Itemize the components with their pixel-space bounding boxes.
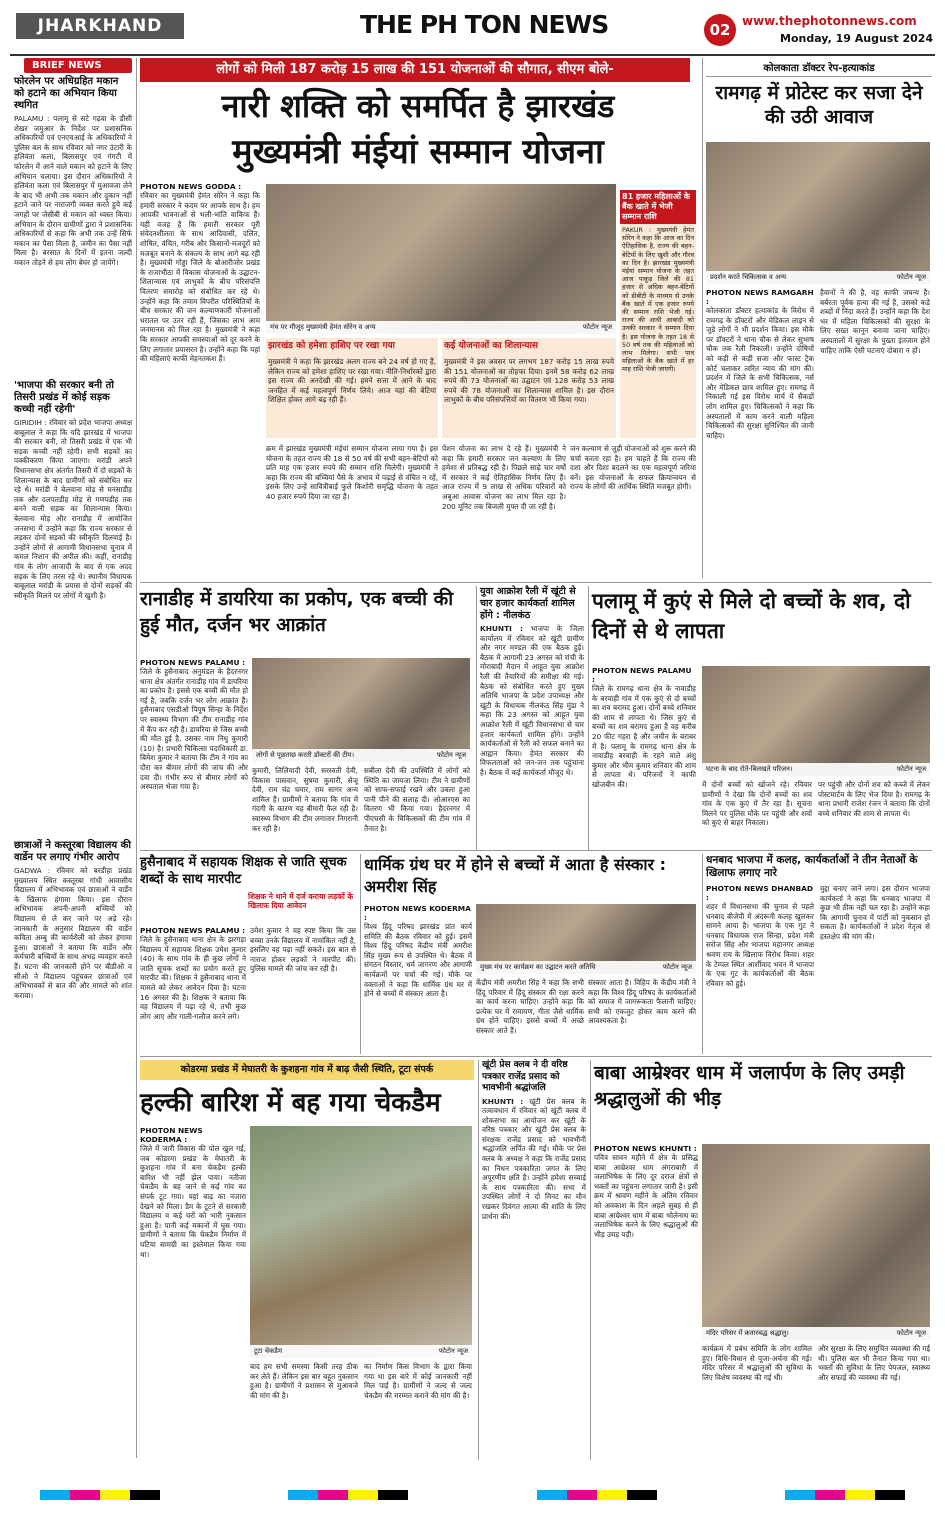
palamu-body: जिले के रामगढ़ थाना क्षेत्र के नावाडीह के बरवाही गांव में एक कुएं से दो बच्चों का शव बरामद हुआ। दोनों बच्चे शनिवार की शाम से लापता थे। जिस कुएं से बच्चों का शव बरामद हुआ है वह करीब 20 फीट गहरा है और जमीन के बराबर में है। पलामू के रामगढ़ थाना क्षेत्र के नावाडीह बरवाही के रहने वाले अंशु कुमार और भीम कुमार शनिवार की शाम से लापता थे। परिजनों ने काफी खोजबीन की। — [592, 684, 696, 789]
koderma-photo-credit: फोटोन न्यूज — [662, 963, 692, 971]
brief-body-1: PALAMU : पलामू से सटे गढ़वा के डीसी शेखर जमुआर के निर्देश पर प्रशासनिक अधिकारियों एवं एनएचआई के अधिकारियों ने पुलिस बल के साथ रविवार को नगर उंटारी के हलिवंता कला, बिलासपुर एवं गंगटी में फोरलेन में आने वाले मकान को हटाने के लिए अभियान चलाया। इस दौरान अधिकारियों ने हलिवंता कला एवं बिलासपुर में मुआवजा लेने के बाद भी अभी तक मकान और दुकान नहीं हटाने जाने पर नाराजगी व्यक्त करते हुये कई जगहों पर जेसीबी से मकान को ध्वस्त किया। अभियान के दौरान ग्रामीणों द्वारा ने प्रशासनिक अधिकारियों से कहा कि अभी तक उन्हें सिर्फ मकान का पैसा मिला है, जमीन का पैसा नहीं मिला है। बरसात के दिनों में इतना जल्दी मकान तोड़ने से हम लोग बेघर हो जायेंगे। — [14, 114, 132, 267]
print-marks — [0, 1490, 945, 1506]
brief-body-2: GIRIDIH : रविवार को प्रदेश भाजपा अध्यक्ष बाबूलाल ने कहा कि यदि झारखंड में भाजपा की सरकार बनी, तो तिसरी प्रखंड में एक भी सड़क कच्ची नहीं रहेगी। सभी सड़कों का पक्कीकरण किया जाएगा। मरांडी अपने विधानसभा क्षेत्र अंतर्गत तिसरी में दो सड़कों के शिलान्यास के बाद ग्रामीणों को संबोधित कर रहे थे। मरांडी ने बेलवाना मोड़ से मनसाडीह तक और दलपतडीह मोड़ से गणपडीह तक बनने वाली सड़क का शिलान्यास किया। बेलवाना मोड़ और रानाडीह में आयोजित जनसभा में उन्होंने कहा कि राज्य सरकार से लड़कर दोनों सड़कों की स्वीकृति दिलवाई है। उन्होंने लोगों से आगामी विधानसभा चुनाव में कमल निशान की अपील की। कहीं, रानाडीह गांव के लोग आजादी के बाद से एक अदद सड़क के लिए तरस रहे थे। स्थानीय विधायक बाबूलाल मरांडी के प्रयास से दोनों सड़कों की स्वीकृति मिलने पर लोगों में खुशी है। — [14, 418, 132, 600]
palamu-headline: पलामू में कुएं से मिले दो बच्चों के शव, दो दिनों से थे लापता — [592, 589, 911, 643]
baba-body-3: और सुरक्षा के लिए समुचित व्यवस्था की गई थी। पुलिस बल भी तैनात किया गया था। भक्तों की सुविधा के लिए पेयजल, स्वास्थ्य और सफाई की व्यवस्था की गई। — [818, 1344, 930, 1382]
palamu-photo — [702, 666, 930, 776]
lead-photo-caption: मंच पर मौजूद मुख्यमंत्री हेमंत सोरेन व अन्य — [270, 323, 376, 331]
koderma-photo-caption: मुख्य मंच पर कार्यक्रम का उद्घाटन करते अतिथि — [480, 963, 596, 971]
masthead-rule — [10, 54, 935, 56]
baba-body-2: कार्यक्रम में प्रबंध समिति के लोग शामिल हुए। विधि-विधान से पूजा-अर्चना की गई। मंदिर परिसर में श्रद्धालुओं की सुविधा के लिए विशेष व्यवस्था की गई थी। — [702, 1344, 812, 1382]
baba-story — [594, 1060, 932, 1460]
ranadih-headline: रानाडीह में डायरिया का प्रकोप, एक बच्ची की हुई मौत, दर्जन भर आक्रांत — [140, 588, 454, 636]
brief-headline-3: छात्राओं ने कस्तूरबा विद्यालय की वार्डेन पर लगाए गंभीर आरोप — [14, 840, 131, 863]
palamu-story — [592, 586, 932, 848]
lead-body-more-3: जन कल्याण से जुड़ी योजनाओं को शुरू करने की चर्चा करता रहा है। हम चाहते हैं कि राज्य की दशा और दिशा बदलने का एक महत्वपूर्ण जरिया बनें। इस योजनाओं के सफल क्रियान्वयन से राज्य के लोगों की आर्थिक स्थिति मजबूत होगी। — [570, 444, 696, 492]
lead-headline-1: नारी शक्ति को समर्पित है झारखंड — [221, 87, 615, 125]
ramgarh-dateline: PHOTON NEWS RAMGARH : — [706, 288, 814, 306]
husainabad-dateline: PHOTON NEWS PALAMU : — [140, 926, 246, 935]
column-rule — [702, 58, 703, 578]
column-rule — [588, 586, 589, 850]
husainabad-sub: शिक्षक ने थाने में दर्ज कराया लड़कों के खिलाफ दिया आवेदन — [248, 892, 354, 910]
ranadih-story — [140, 586, 472, 848]
khunti-headline: युवा आक्रोश रैली में खूंटी से चार हजार कार्यकर्ता शामिल होंगे : नीलकंठ — [480, 586, 576, 621]
section-rule — [140, 1056, 932, 1057]
baba-photo-credit: फोटोन न्यूज — [896, 1329, 926, 1337]
masthead — [0, 0, 945, 56]
lead-headline-2: मुख्यमंत्री मंईयां सम्मान योजना — [232, 132, 604, 172]
lead-sub1-headline: झारखंड को हमेशा हाशिए पर रखा गया — [268, 341, 395, 351]
brief-label: BRIEF NEWS — [24, 58, 132, 73]
column-rule — [136, 58, 137, 1458]
koderma-headline: धार्मिक ग्रंथ घर में होने से बच्चों में आता है संस्कार : अमरीश सिंह — [364, 855, 666, 896]
checkdam-body: जिले में जारी विकास की पोल खुल गई, जब कोडरमा प्रखंड के मेघातरी के कुशहना गांव में बना चेकडैम हल्की बारिश भी नहीं झेल पाया। नतीजा चेकडैम के बह जाने से कई गांव का संपर्क टूट गया। यहां बाढ़ का नजारा देखने को मिला। डैम के टूटने से सरकारी विद्यालय व कई घरों को भारी नुकसान हुआ है। पानी कई मकानों में घुस गया। ग्रामीणों ने बताया कि चेकडैम निर्माण में घटिया सामग्री का इस्तेमाल किया गया था। — [140, 1144, 246, 1259]
date: Monday, 19 August 2024 — [780, 32, 934, 45]
section-rule — [140, 582, 932, 583]
press-headline: खूंटी प्रेस क्लब ने दी वरिष्ठ पत्रकार राजेंद्र प्रसाद को भावभीनी श्रद्धांजलि — [482, 1060, 568, 1093]
ramgarh-photo-caption: प्रदर्शन करते चिकित्सक व अन्य — [710, 273, 787, 281]
khunti-body: भाजपा के जिला कार्यालय में रविवार को खूंटी ग्रामीण और नगर मण्डल की एक बैठक हुई। बैठक में आगामी 23 अगस्त को रांची के मोराबादी मैदान में आहूत युवा आक्रोश रैली की तैयारियों की समीक्षा की गई। बैठक को संबोधित करते हुए मुख्य अतिथि भाजपा के प्रदेश उपाध्यक्ष और खूंटी के विधायक नीलकंठ सिंह मुंडा ने कहा कि 23 अगस्त को आहूत युवा आक्रोश रैली में खूंटी विधानसभा से चार हजार कार्यकर्ता शामिल होंगे। उन्होंने कार्यकर्ताओं से रैली को सफल बनाने का आह्वान किया। हेमंत सरकार की विफलताओं को जन-जन तक पहुंचाना है। बैठक में कई कार्यकर्ता मौजूद थे। — [480, 624, 584, 777]
koderma-body-2: केंद्रीय मंत्री अमरीश सिंह ने कहा कि सभी हिंदू परिवार में हिंदू संस्कार की रक्षा करने का कार्य करना चाहिए। उन्होंने कहा कि प्रत्येक घर में रामायण, गीता जैसे धार्मिक ग्रंथ होने चाहिए। इससे बच्चों में अच्छे संस्कार आते हैं। — [476, 978, 584, 1035]
ramgarh-body-2: हैवानों ने की है, वह काफी जघन्य है। बर्बरता पूर्वक हत्या की गई है, उसको कड़े शब्दों में निंदा करते हैं। उन्होंने कहा कि देश भर में महिला चिकित्सकों की सुरक्षा के लिए सख्त कानून बनाया जाना चाहिए। अस्पतालों में सुरक्षा के पुख्ता इंतजाम होने चाहिए ताकि ऐसी घटनाएं दोबारा न हों। — [820, 288, 930, 355]
ranadih-body-2: कुमारी, लिलियादी देवी, सरस्वती देवी, विकास पासवान, सुषमा कुमारी, सेजू देवी, राम चंद्र चमार, राम सागर अन्य शामिल हैं। ग्रामीणों ने बताया कि गांव में गंदगी के कारण यह बीमारी फैल रही है। स्वास्थ्य विभाग की टीम लगातार निगरानी कर रही है। — [252, 766, 358, 833]
koderma-dateline: PHOTON NEWS KODERMA : — [364, 904, 471, 922]
husainabad-headline: हुसैनाबाद में सहायक शिक्षक से जाति सूचक शब्दों के साथ मारपीट — [140, 855, 347, 887]
palamu-photo-credit: फोटोन न्यूज — [896, 765, 926, 773]
brief-column — [14, 58, 132, 1460]
lead-kicker: लोगों को मिली 187 करोड़ 15 लाख की 151 योजनाओं की सौगात, सीएम बोले- — [140, 58, 690, 82]
brief-body-3: GADWA : रविवार को बरडीहा प्रखंड मुख्यालय स्थित कस्तूरबा गांधी आवासीय विद्यालय में अभिभावक एवं छात्राओं ने वार्डेन के खिलाफ हंगामा किया। इस दौरान अभिभावक अपनी-अपनी बच्चियों को विद्यालय से ले कर जाने पर अड़े रहे। जानकारी के अनुसार विद्यालय की वार्डेन कविता अम्बु की कार्यशैली को लेकर हंगामा हुआ। छात्राओं ने बताया कि वार्डेन और कर्मचारी बच्चियों के साथ अभद्र व्यवहार करते हैं। घटना की जानकारी होने पर बीडीओ व सीओ ने विद्यालय पहुंचकर छात्राओं एवं अभिभावकों से बात की और मामले को शांत कराया। — [14, 866, 132, 1000]
checkdam-body-3: बाद हम सभी समस्या किसी तरह ठीक कर लेते हैं। लेकिन इस बार बहुत नुकसान हुआ है। ग्रामीणों ने प्रशासन से मुआवजे की मांग की है। — [250, 1362, 358, 1400]
checkdam-dateline: PHOTON NEWS KODERMA : — [140, 1126, 203, 1144]
lead-body-more-2: पेंशन योजना का लाभ दे रहे हैं। मुख्यमंत्री ने कहा कि हमारी सरकार जन कल्याण के लिए हमेशा से प्रतिबद्ध रही है। पिछले साढ़े चार वर्षों में सरकार ने कई ऐतिहासिक निर्णय लिए हैं। आज राज्य में 9 लाख से अधिक परिवारों को अबुआ आवास योजना का लाभ मिल रहा है। 200 यूनिट तक बिजली मुफ्त दी जा रही है। — [442, 444, 566, 511]
ramgarh-photo-credit: फोटोन न्यूज — [896, 273, 926, 281]
dhanbad-body-2: मुद्दा बनाए जाने लगा। इस दौरान भाजपा कार्यकर्ता ने कहा कि धनबाद भाजपा में कुछ भी ठीक नहीं चल रहा है। उन्होंने कहा कि आगामी चुनाव में पार्टी को नुकसान हो सकता है। कार्यकर्ताओं ने प्रदेश नेतृत्व से हस्तक्षेप की मांग की। — [820, 884, 930, 941]
husainabad-body-2: उमेश कुमार ने यह स्पष्ट किया कि उस बच्चा उनके विद्यालय में नामांकित नहीं है, इसलिए वह पढ़ा नहीं सकते। इस बात से नाराज होकर लड़कों ने मारपीट की। पुलिस मामले की जांच कर रही है। — [250, 926, 356, 974]
ranadih-photo-credit: फोटोन न्यूज — [436, 751, 466, 759]
brief-headline-2: 'भाजपा की सरकार बनी तो तिसरी प्रखंड में कोई सड़क कच्ची नहीं रहेगी' — [14, 380, 114, 415]
palamu-body-2: में दोनों बच्चों को खोजने रहे। रविवार ग्रामीणों ने देखा कि दोनों बच्चों का शव गांव के एक कुएं में तैर रहा है। सूचना मिलने पर पुलिस मौके पर पहुंची और शवों को कुएं से बाहर निकाला। — [702, 780, 812, 828]
khunti-dateline: KHUNTI : — [480, 624, 523, 633]
lead-dateline: PHOTON NEWS GODDA : — [140, 182, 242, 191]
lead-photo-credit: फोटोन न्यूज — [582, 323, 612, 331]
lead-sub2-body: मुख्यमंत्री ने इस अवसर पर लगभग 187 करोड़ 15 लाख रुपये की 151 योजनाओं का तोहफा दिया। इनमें 58 करोड़ 62 लाख रुपये की 73 योजनाओं का उद्घाटन एवं 128 करोड़ 53 लाख रुपये की 78 योजनाओं का शिलान्यास शामिल है। इस दौरान लाभुकों के बीच परिसंपत्तियों का वितरण भी किया गया। — [444, 357, 614, 405]
ranadih-photo — [252, 658, 470, 762]
koderma-body-3: संस्कार आता है। विहिप के केंद्रीय मंत्री ने कहा कि विश्व हिंदू परिषद के कार्यकर्ताओं को समाज में जागरूकता फैलानी चाहिए। सभी को एकजुट होकर काम करने की आवश्यकता है। — [588, 978, 696, 1026]
lead-sub2-headline: कई योजनाओं का शिलान्यास — [444, 341, 538, 351]
column-rule — [702, 854, 703, 1054]
ramgarh-story — [706, 58, 932, 580]
koderma-body: विश्व हिंदू परिषद झारखंड प्रांत कार्य समिति की बैठक रविवार को हुई। इसमें विश्व हिंदू परिषद केंद्रीय मंत्री अमरीश सिंह मुख्य रूप से उपस्थित थे। बैठक में संगठन विस्तार, धर्म जागरण और आगामी कार्यक्रमों पर चर्चा की गई। मौके पर वक्ताओं ने कहा कि धार्मिक ग्रंथ घर में होने से बच्चों में संस्कार आता है। — [364, 922, 472, 999]
dhanbad-dateline: PHOTON NEWS DHANBAD : — [706, 884, 813, 902]
ramgarh-headline: रामगढ़ में प्रोटेस्ट कर सजा देने की उठी आवाज — [715, 82, 923, 128]
palamu-photo-caption: घटना के बाद रोते-बिलखते परिजन। — [706, 765, 793, 773]
dhanbad-body: शहर में विधानसभा की चुनाव से पहले धनबाद बीजेपी में अंदरूनी कलह खुलकर सामने आया है। भाजपा के एक गुट ने धनबाद विधायक राज सिन्हा, प्रदेश मंत्री सरोज सिंह और भाजपा महानगर अध्यक्ष श्रवण राय के खिलाफ विरोध किया। शहर के टेम्पल स्थित आर्शीवाद भवन में भाजपा के एक गुट के कार्यकर्ताओं की बैठक रविवार को हुई। — [706, 902, 814, 988]
palamu-body-3: पर पहुंची और दोनों शव को कब्जे में लेकर पोस्टमार्टम के लिए भेज दिया है। रामगढ़ के थाना प्रभारी राजेश रंजन ने बताया कि दोनों बच्चे शनिवार की शाम से लापता थे। — [818, 780, 930, 818]
ranadih-body: जिले के हुसैनाबाद अनुमंडल के हैदरनगर थाना क्षेत्र अंतर्गत रानाडीह गांव में डायरिया का प्रकोप है। इससे एक बच्ची की मौत हो गई है, जबकि दर्जन भर लोग आक्रांत हैं। हुसैनाबाद एसडीओ पियूष सिन्हा के निर्देश पर स्वास्थ्य विभाग की टीम रानाडीह गांव में कैंप कर रही है। डायरिया से जिस बच्ची की मौत हुई है, उसका नाम निधु कुमारी (10) है। प्रभारी चिकित्सा पदाधिकारी डा. बिमेश कुमार ने बताया कि टीम ने गांव का दौरा कर बीमार लोगों की जांच की और दवा दी। गंभीर रूप से बीमार लोगों को अस्पताल भेजा गया है। — [140, 667, 248, 792]
ramgarh-photo — [706, 142, 930, 284]
baba-dateline: PHOTON NEWS KHUNTI : — [594, 1144, 697, 1153]
koderma-story — [364, 854, 698, 1054]
ranadih-dateline: PHOTON NEWS PALAMU : — [140, 658, 246, 667]
baba-photo-caption: मंदिर परिसर में कतारबद्ध श्रद्धालु। — [706, 1329, 789, 1337]
dhanbad-headline: धनबाद भाजपा में कलह, कार्यकर्ताओं ने तीन नेताओं के खिलाफ लगाए नारे — [706, 854, 918, 879]
lead-body-more-1: क्रम में झारखंड मुख्यमंत्री मंईयां सम्मान योजना लाया गया है। इस योजना के तहत राज्य की 18 से 50 वर्ष की सभी बहन-बेटियों को प्रति माह एक हजार रुपये की सम्मान राशि मिलेगी। मुख्यमंत्री ने कहा कि राज्य की बच्चियां पैसे के अभाव में पढ़ाई से वंचित न रहें, इसके लिए उन्हें सावित्रीबाई फुले किशोरी समृद्धि योजना के तहत 40 हजार रुपये दिया जा रहा है। — [266, 444, 438, 501]
press-story — [482, 1060, 586, 1460]
checkdam-kicker: कोडरमा प्रखंड में मेघातरी के कुशहना गांव में बाढ़ जैसी स्थिति, टूटा संपर्क — [140, 1060, 474, 1080]
checkdam-photo-credit: फोटोन न्यूज — [438, 1347, 468, 1355]
lead-photo — [266, 184, 616, 334]
website[interactable]: www.thephotonnews.com — [742, 14, 917, 28]
column-rule — [360, 854, 361, 1054]
khunti-story — [480, 586, 584, 848]
baba-headline: बाबा आम्रेश्वर धाम में जलार्पण के लिए उमड़ी श्रद्धालुओं की भीड़ — [594, 1062, 905, 1110]
baba-photo — [702, 1144, 930, 1340]
dhanbad-story — [706, 854, 932, 1054]
ramgarh-kicker: कोलकाता डॉक्टर रेप-हत्याकांड — [706, 58, 932, 77]
state-label: JHARKHAND — [16, 13, 184, 39]
checkdam-body-4: का निर्माण किस विभाग के द्वारा किया गया था इस बारे में कोई जानकारी नहीं मिल पाई है। ग्रामीणों ने जल्द से जल्द चेकडैम की मरम्मत कराने की मांग की है। — [364, 1362, 472, 1400]
checkdam-photo-caption: टूटा चेकडैम — [254, 1347, 283, 1355]
lead-side-headline: 81 हजार महिलाओं के बैंक खाते में भेजी सम्मान राशि — [620, 190, 696, 224]
lead-body: रविवार का मुख्यमंत्री हेमंत सोरेन ने कहा कि हमारी सरकार ने कदम पर आपके साथ है। हम आपकी भावनाओं से भली-भांति वाकिफ हैं। यही वजह है कि हमारी सरकार पूरी संवेदनशीलता के साथ आदिवासी, दलित, शोषित, वंचित, गरीब और किसानों-मजदूरों को मजबूत बनाने के संकल्प के साथ आगे बढ़ रही है। मुख्यमंत्री गोड्डा जिले के बोआरीजोर प्रखंड के राजाभीठा में विकास योजनाओं के उद्घाटन-शिलान्यास एवं लाभुकों के बीच परिसंपत्ति वितरण समारोह को संबोधित कर रहे थे। उन्होंने कहा कि तमाम विपरीत परिस्थितियों के बीच सरकार की जन कल्याणकारी योजनाओं धरातल पर उतर रही हैं, जिसका लाभ आम जनमानस को मिल रहा है। मुख्यमंत्री ने कहा कि सरकार आपकी समस्याओं को दूर करने के लिए लगातार प्रयासरत है। उन्होंने कहा कि यहां की महिलाएं काफी मेहनतकश हैं। — [140, 191, 260, 364]
brief-headline-1: फोरलेन पर अधिग्रहित मकान को हटाने का अभियान किया स्थगित — [14, 76, 119, 111]
checkdam-photo — [250, 1126, 472, 1358]
ranadih-photo-caption: लोगों से पूछताछ करती डॉक्टरों की टीम। — [256, 751, 355, 759]
lead-side-body: PAKUR : मुख्यमंत्री हेमंत सोरेन ने कहा कि आज का दिन ऐतिहासिक है, राज्य की बहन-बेटियों के लिए खुशी और गौरव का दिन है। झारखंड मुख्यमंत्री मंईयां सम्मान योजना के तहत आज पाकुड़ जिले की 81 हजार से अधिक बहन-बेटियों को डीबीटी के माध्यम से उनके बैंक खाते में एक हजार रुपये की सम्मान राशि भेजी गई। राज्य की आधी आबादी को उनकी सरकार ने सम्मान दिया है। इस योजना के तहत 18 से 50 वर्ष तक की महिलाओं को लाभ मिलेगा। सभी पात्र महिलाओं के बैंक खाते में हर माह राशि भेजी जाएगी। — [622, 226, 694, 374]
section-rule — [140, 850, 932, 851]
column-rule — [590, 1060, 591, 1460]
press-body: खूंटी प्रेस क्लब के तत्वावधान में रविवार को खूंटी क्लब में शोकसभा का आयोजन कर खूंटी के वरिष्ठ पत्रकार और खूंटी प्रेस क्लब के संरक्षक राजेंद्र प्रसाद को भावभीनी श्रद्धांजलि अर्पित की गई। मौके पर प्रेस क्लब के अध्यक्ष ने कहा कि राजेंद्र प्रसाद का निधन पत्रकारिता जगत के लिए अपूरणीय क्षति है। उन्होंने हमेशा सच्चाई के साथ पत्रकारिता की। सभा में उपस्थित लोगों ने दो मिनट का मौन रखकर दिवंगत आत्मा की शांति के लिए प्रार्थना की। — [482, 1096, 586, 1221]
column-rule — [478, 1060, 479, 1460]
palamu-dateline: PHOTON NEWS PALAMU : — [592, 666, 692, 684]
checkdam-story — [140, 1060, 474, 1460]
husainabad-body: जिले के हुसैनाबाद थाना क्षेत्र के झरगड़ा विद्यालय में सहायक शिक्षक उमेश कुमार (40) के साथ गांव के ही कुछ लोगों ने जाति सूचक शब्दों का प्रयोग करते हुए मारपीट की। शिक्षक ने हुसैनाबाद थाना में मामले को लेकर आवेदन दिया है। घटना 16 अगस्त की है। शिक्षक ने बताया कि वह विद्यालय में पढ़ा रहे थे, तभी कुछ लोग आए और गाली-गलौज करने लगे। — [140, 935, 246, 1021]
koderma-photo — [476, 904, 696, 974]
lead-story — [140, 58, 698, 580]
ranadih-body-3: सबीला देवी की उपस्थिति में लोगों को स्थिति का जायजा लिया। टीम ने ग्रामीणों को साफ-सफाई रखने और उबला हुआ पानी पीने की सलाह दी। ओआरएस का वितरण भी किया गया। हैदरनगर में पीएचसी के चिकित्सकों की टीम गांव में तैनात है। — [364, 766, 470, 833]
column-rule — [476, 586, 477, 850]
page-number: 02 — [704, 14, 736, 46]
lead-sub1-body: मुख्यमंत्री ने कहा कि झारखंड अलग राज्य बने 24 वर्ष हो गए हैं, लेकिन राज्य को हमेशा हाशिए पर रखा गया। नीति-निर्धारकों द्वारा इस राज्य की अनदेखी की गई। हमने सत्ता में आने के बाद जनहित में कई महत्वपूर्ण निर्णय लिये। आज यहां की बेटियां शिक्षित होकर आगे बढ़ रही हैं। — [268, 357, 436, 405]
ramgarh-body: कोलकाता डॉक्टर हत्याकांड के विरोध में रामगढ़ के डॉक्टरों और मेडिकल लाइन से जुड़े लोगों ने भी प्रदर्शन किया। इस मौके पर डॉक्टरों ने थाना चौक से लेकर सुभाष चौक तक रैली निकाली। उन्होंने दोषियों को कड़ी से कड़ी सजा और फास्ट ट्रैक कोर्ट चलाकर त्वरित न्याय की मांग की। प्रदर्शन में जिले के सभी चिकित्सक, नर्स और मेडिकल छात्र शामिल हुए। रामगढ़ में निकाली गई इस विरोध मार्च में सैकड़ों लोग शामिल हुए। चिकित्सकों ने कहा कि अस्पतालों में काम करने वाली महिला चिकित्सकों की सुरक्षा सुनिश्चित की जानी चाहिए। — [706, 306, 814, 440]
press-dateline: KHUNTI : — [482, 1096, 524, 1106]
checkdam-headline: हल्की बारिश में बह गया चेकडैम — [140, 1088, 441, 1118]
baba-body: पवित्र सावन महीने में क्षेत्र के प्रसिद्ध बाबा आम्रेश्वर धाम अंगराबारी में जलाभिषेक के लिए दूर दराज क्षेत्रों से भक्तों का पहुंचना लगातार जारी है। इसी क्रम में श्रावण महीने के अंतिम रविवार को अवकाश के दिन अहले सुबह से ही बाबा आम्रेश्वर धाम में बाबा भोलेनाथ का जलाभिषेक करने के लिए श्रद्धालुओं की भीड़ उमड़ पड़ी। — [594, 1153, 698, 1239]
paper-title: THE PH TON NEWS — [360, 10, 609, 39]
